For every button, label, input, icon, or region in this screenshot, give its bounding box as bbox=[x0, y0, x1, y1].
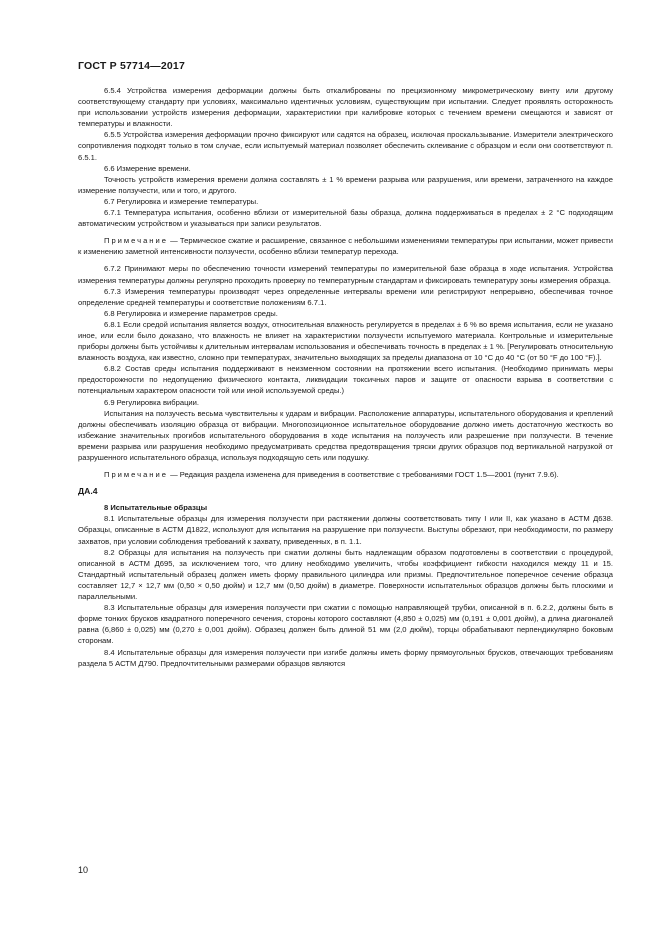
paragraph-6-7-1: 6.7.1 Температура испытания, особенно вблизи от измерительной базы образца, должна поддерживаться в пределах ± 2 °С подходящим автоматическим устройством и указываться при записи результатов. bbox=[78, 208, 613, 229]
note-1-text: — Термическое сжатие и расширение, связанное с небольшими изменениями температуры при испытании, может привести к изменению заметной интенсивности ползучести, особенно вблизи температур перехода. bbox=[78, 236, 613, 257]
page-number: 10 bbox=[78, 865, 89, 875]
paragraph-6-8-heading: 6.8 Регулировка и измерение параметров среды. bbox=[104, 308, 278, 318]
paragraph-6-8-1: 6.8.1 Если средой испытания является воздух, относительная влажность регулируется в пределах ± 6 % во время испытания, если не указано иное, или если было доказано, что влажность не влияет на характеристики ползучести испытуемого материала. Контрольные и измерительные приборы должны быть устойчивы к длительным интервалам использования и обеспечивать точность в пределах ± 1 %. [Регулировать относительную влажность воздуха, как известно, сложно при температурах, значительно выходящих за пределы диапазона от 10 °С до 40 °С (от 50 °F до 100 °F).]. bbox=[78, 319, 613, 363]
paragraph-6-6-heading: 6.6 Измерение времени. bbox=[104, 163, 191, 173]
paragraph-6-6-text: Точность устройств измерения времени должна составлять ± 1 % времени разрыва или разрушения, или времени, затраченного на каждое измерение ползучести, или и того, и другого. bbox=[78, 174, 613, 195]
paragraph-8-3: 8.3 Испытательные образцы для измерения ползучести при сжатии с помощью направляющей трубки, описанной в п. 6.2.2, должны быть в форме тонких брусков квадратного поперечного сечения, стороны которого составляют (4,850 ± 0,025) мм (0,191 ± 0,001 дюйм), а длина диагоналей равна (6,860 ± 0,025) мм (0,270 ± 0,001 дюйм). Образец должен быть длиной 51 мм (2,0 дюйм), торцы обрабатывают перпендикулярно боковым сторонам. bbox=[78, 603, 613, 646]
paragraph-6-9-text: Испытания на ползучесть весьма чувствительны к ударам и вибрации. Расположение аппаратуры, испытательного оборудования и креплений должны обеспечивать изоляцию образца от вибрации. Многопозиционное испытательное оборудование должно иметь достаточную жесткость во избежание значительных прогибов испытательного оборудования в ходе испытания на ползучесть или разрешение при ползучести. В течение времени разрыва или разрушения необходимо предусматривать средства предотвращения тряски других образцов под вертикальной нагрузкой от разрушенного испытательного образца, используя подходящую сеть или подушку. bbox=[78, 408, 613, 462]
paragraph-8-4: 8.4 Испытательные образцы для измерения ползучести при изгибе должны иметь форму прямоугольных брусков, отвечающих требованиям раздела 5 АСТМ Д790. Предпочтительными размерами образцов являются bbox=[78, 647, 613, 668]
page-header-title: ГОСТ Р 57714—2017 bbox=[78, 60, 186, 72]
paragraph-6-7-3: 6.7.3 Измерения температуры производят через определенные интервалы времени или регистрируют непрерывно, обеспечивая точное определение средней температуры и соответствие положениям 6.7.1. bbox=[78, 286, 613, 307]
note-2 bbox=[78, 469, 613, 480]
paragraph-6-5-5: 6.5.5 Устройства измерения деформации прочно фиксируют или садятся на образец, исключая проскальзывание. Измерители электрического сопротивления подходят только в том случае, если испытуемый материал позволяет обеспечить склеивание с образцом и если они соответствуют п. 6.5.1. bbox=[78, 130, 613, 162]
note-1 bbox=[78, 235, 613, 257]
note-2-label: Примечание bbox=[104, 470, 168, 480]
paragraph-6-7-heading: 6.7 Регулировка и измерение температуры. bbox=[104, 196, 259, 206]
paragraph-6-5-4: 6.5.4 Устройства измерения деформации должны быть откалиброваны по прецизионному микрометрическому винту или другому соответствующему стандарту при условиях, максимально идентичных условиям, существующим при испытании. Следует проявлять осторожность при использовании устройств измерения деформации, характеристики при калибровке которых с течением времени смещаются и зависят от температуры и влажности. bbox=[78, 86, 613, 129]
section-8-subtitle: 8 Испытательные образцы bbox=[104, 503, 208, 513]
paragraph-6-7-2: 6.7.2 Принимают меры по обеспечению точности измерений температуры по измерительной базе образца в ходе испытания. Устройства измерения температуры должны регулярно проходить проверку по температурным стандартам и фиксировать температуру зоны измерения образца. bbox=[78, 264, 613, 285]
paragraph-8-1: 8.1 Испытательные образцы для измерения ползучести при растяжении должны соответствовать типу I или II, как указано в АСТМ Д638. Образцы, описанные в АСТМ Д1822, используют для испытания на разрушение при ползучести. Выступы обрезают, при необходимости, по размеру захватов, при условии соблюдения требований к захвату, приведенных, в п. 1.1. bbox=[78, 514, 613, 546]
paragraph-6-8-2: 6.8.2 Состав среды испытания поддерживают в неизменном состоянии на протяжении всего испытания. (Необходимо принимать меры предосторожности по недопущению физического контакта, ликвидации токсичных паров и защите от опасности взрыва в соответствии с потенциальным характером опасности той или иной используемой среды.) bbox=[78, 364, 613, 396]
section-da4-title: ДА.4 bbox=[78, 486, 98, 497]
note-2-text: — Редакция раздела изменена для приведения в соответствие с требованиями ГОСТ 1.5—2001 (пункт 7.9.6). bbox=[167, 470, 559, 480]
note-1-label: Примечание bbox=[104, 236, 168, 246]
paragraph-8-2: 8.2 Образцы для испытания на ползучесть при сжатии должны быть надлежащим образом подготовлены в соответствии с процедурой, описанной в АСТМ Д695, за исключением того, что длину необходимо увеличить, чтобы коэффициент гибкости находился между 11 и 15. Стандартный испытательный образец должен иметь форму правильного цилиндра или призмы. Предпочтительное поперечное сечение образца составляет 12,7 × 12,7 мм (0,50 × 0,50 дюйм) и 12,7 мм (0,50 дюйм) в диаметре. Поверхности испытательных образцов должны быть плоскими и параллельными. bbox=[78, 547, 613, 602]
paragraph-6-9-heading: 6.9 Регулировка вибрации. bbox=[104, 397, 200, 407]
page-body bbox=[78, 85, 613, 669]
